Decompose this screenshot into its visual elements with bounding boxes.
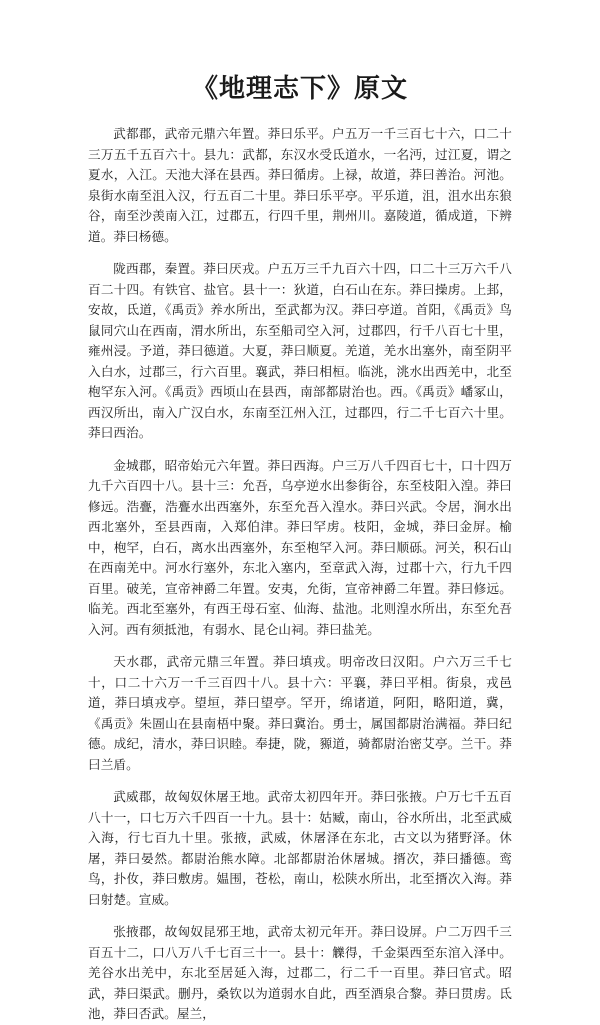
paragraph-tianshui: 天水郡，武帝元鼎三年置。莽曰填戎。明帝改曰汉阳。户六万三千七十，口二十六万一千三百四十八。县十六：平襄，莽曰平相。街泉，戎邑道，莽曰填戎亭。望垣，莽曰望亭。罕开，绵诸道，阿阳，略阳道，冀，《禹贡》朱圄山在县南梧中聚。莽曰冀治。勇士，属国都尉治满福。莽曰纪德。成纪，清水，莽曰识睦。奉捷，陇，豲道，骑都尉治密艾亭。兰干。莽曰兰盾。	[88, 654, 512, 772]
paragraph-wuwei: 武威郡，故匈奴休屠王地。武帝太初四年开。莽曰张掖。户万七千五百八十一，口七万六千四百一十九。县十：姑臧，南山，谷水所出，北至武威入海，行七百九十里。张掖，武威，休屠泽在东北，古文以为猪野泽。休屠，莽曰晏然。都尉治熊水障。北部都尉治休屠城。揟次，莽曰播德。鸾鸟，扑㚢，莽曰敷虏。媪围，苍松，南山，松陕水所出，北至揟次入海。莽曰射楚。宣威。	[88, 789, 512, 907]
page-title: 《地理志下》原文	[191, 74, 408, 104]
paragraph-jincheng: 金城郡，昭帝始元六年置。莽曰西海。户三万八千四百七十，口十四万九千六百四十八。县十三：允吾，乌亭逆水出参街谷，东至枝阳入湟。莽曰修远。浩亹，浩亹水出西塞外，东至允吾入湟水。莽曰兴武。令居，涧水出西北塞外，至县西南，入郑伯津。莽曰罕虏。枝阳，金城，莽曰金屏。榆中，枹罕，白石，离水出西塞外，东至枹罕入河。莽曰顺砾。河关，积石山在西南羌中。河水行塞外，东北入塞内，至章武入海，过郡十六，行九千四百里。破羌，宣帝神爵二年置。安夷，允街，宣帝神爵二年置。莽曰修远。临羌。西北至塞外，有西王母石室、仙海、盐池。北则湟水所出，东至允吾入河。西有须抵池，有弱水、昆仑山祠。莽曰盐羌。	[88, 457, 512, 637]
paragraph-wudu: 武都郡，武帝元鼎六年置。莽曰乐平。户五万一千三百七十六，口二十三万五千五百六十。县九：武都，东汉水受氐道水，一名沔，过江夏，谓之夏水，入江。天池大泽在县西。莽曰循虏。上禄，故道，莽曰善治。河池。泉街水南至沮入汉，行五百二十里。莽曰乐平亭。平乐道，沮，沮水出东狼谷，南至沙羡南入江，过郡五，行四千里，荆州川。嘉陵道，循成道，下辨道。莽曰杨德。	[88, 126, 512, 244]
paragraph-longxi: 陇西郡，秦置。莽曰厌戎。户五万三千九百六十四，口二十三万六千八百二十四。有铁官、盐官。县十一：狄道，白石山在东。莽曰操虏。上邽，安故，氐道，《禹贡》养水所出，至武都为汉。莽曰亭道。首阳，《禹贡》鸟鼠同穴山在西南，渭水所出，东至船司空入河，过郡四，行千八百七十里，雍州浸。予道，莽曰德道。大夏，莽曰顺夏。羌道，羌水出塞外，南至阴平入白水，过郡三，行六百里。襄武，莽曰相桓。临洮，洮水出西羌中，北至枹罕东入河。《禹贡》西顷山在县西，南部都尉治也。西。《禹贡》嶓冢山，西汉所出，南入广汉白水，东南至江州入江，过郡四，行二千七百六十里。莽曰西治。	[88, 261, 512, 440]
paragraph-zhangye: 张掖郡，故匈奴昆邪王地，武帝太初元年开。莽曰设屏。户二万四千三百五十二，口八万八千七百三十一。县十：觻得，千金渠西至东涫入泽中。羌谷水出羌中，东北至居延入海，过郡二，行二千一百里。莽曰官式。昭武，莽曰渠武。删丹，桑钦以为道弱水自此，西至酒泉合黎。莽曰贯虏。氐池，莽曰否武。屋兰，	[88, 924, 512, 1021]
